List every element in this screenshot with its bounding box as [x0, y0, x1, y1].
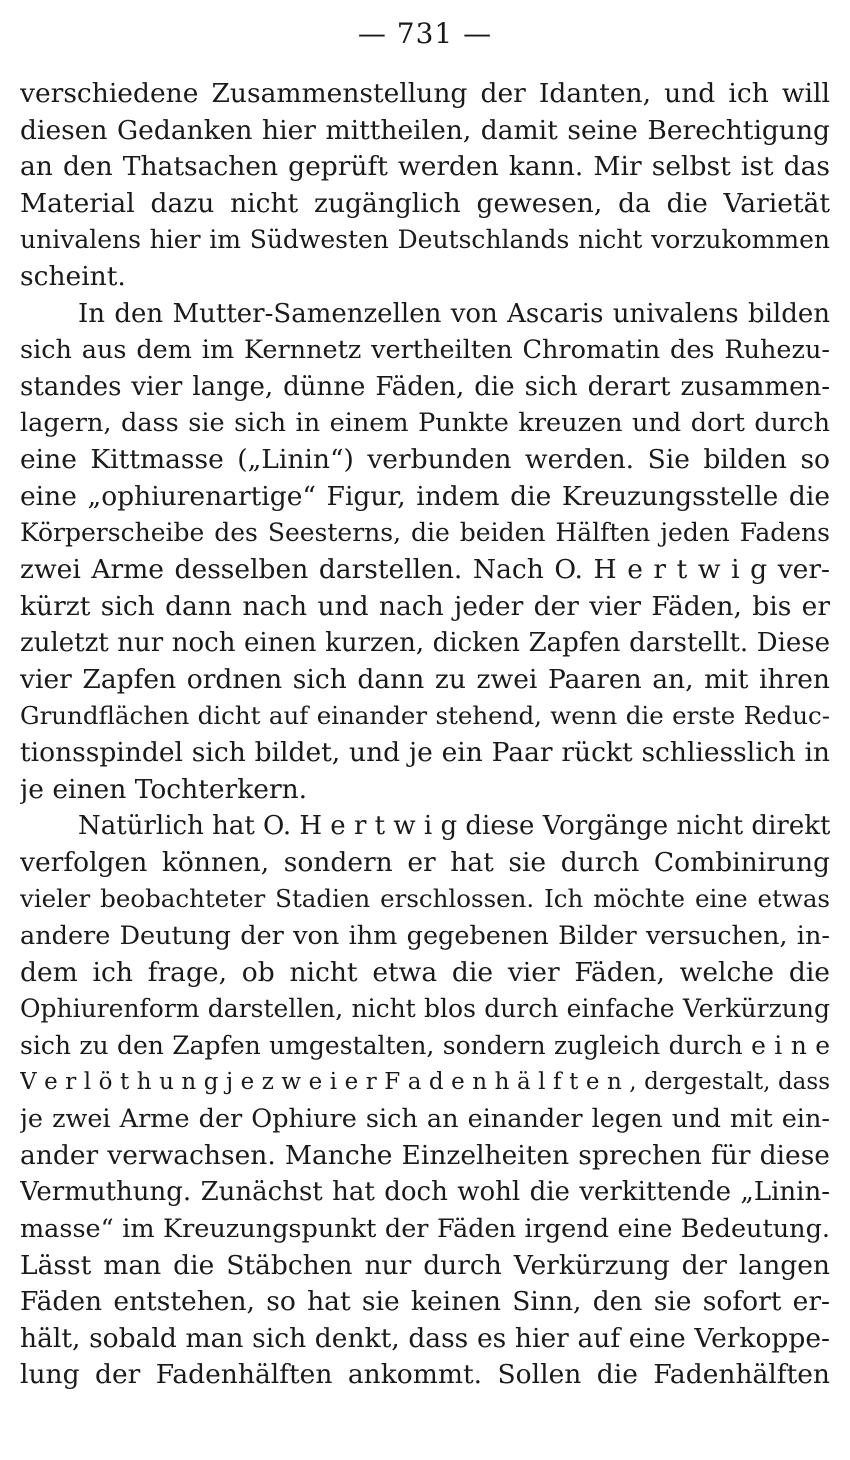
- text-line: Lässt man die Stäbchen nur durch Verkürzung der langen: [20, 1249, 830, 1281]
- text-line: an den Thatsachen geprüft werden kann. Mir selbst ist das: [20, 151, 830, 183]
- text-line: lung der Fadenhälften ankommt. Sollen die Fadenhälften: [20, 1359, 830, 1391]
- text-line: Fäden entstehen, so hat sie keinen Sinn, den sie sofort er-: [20, 1286, 830, 1318]
- text-line: Material dazu nicht zugänglich gewesen, da die Varietät: [20, 187, 830, 219]
- text-line: eine „ophiurenartige“ Figur, indem die Kreuzungsstelle die: [20, 480, 830, 512]
- body-text: [20, 76, 830, 1394]
- text-line: Vermuthung. Zunächst hat doch wohl die verkittende „Linin-: [20, 1177, 830, 1208]
- text-line: vier Zapfen ordnen sich dann zu zwei Paaren an, mit ihren: [20, 663, 830, 695]
- text-line: andere Deutung der von ihm gegebenen Bilder versuchen, in-: [20, 921, 830, 952]
- text-line: dem ich frage, ob nicht etwa die vier Fäden, welche die: [20, 956, 830, 988]
- text-line: sich zu den Zapfen umgestalten, sondern zugleich durch e i n e: [20, 1030, 830, 1060]
- text-line: verschiedene Zusammenstellung der Idanten, und ich will: [20, 78, 830, 109]
- text-line: vieler beobachteter Stadien erschlossen. Ich möchte eine etwas: [20, 884, 830, 914]
- text-line: Natürlich hat O. H e r t w i g diese Vorgänge nicht direkt: [78, 811, 830, 842]
- text-line: hält, sobald man sich denkt, dass es hier auf eine Verkoppe-: [20, 1322, 830, 1354]
- text-line: sich aus dem im Kernnetz vertheilten Chromatin des Ruhezu-: [20, 335, 830, 366]
- text-line: In den Mutter-Samenzellen von Ascaris univalens bilden: [78, 298, 830, 329]
- text-line: scheint.: [20, 261, 126, 293]
- text-line: univalens hier im Südwesten Deutschlands nicht vorzukommen: [20, 225, 830, 255]
- text-line: tionsspindel sich bildet, und je ein Paar rückt schliesslich in: [20, 736, 830, 768]
- text-line: kürzt sich dann nach und nach jeder der vier Fäden, bis er: [20, 590, 830, 622]
- text-line: eine Kittmasse („Linin“) verbunden werden. Sie bilden so: [20, 444, 830, 476]
- text-line: diesen Gedanken hier mittheilen, damit seine Berechtigung: [20, 114, 830, 146]
- text-line: verfolgen können, sondern er hat sie durch Combinirung: [20, 846, 830, 878]
- text-line: Körperscheibe des Seesterns, die beiden Hälften jeden Fadens: [20, 518, 830, 548]
- text-line: Ophiurenform darstellen, nicht blos durch einfache Verkürzung: [20, 994, 830, 1024]
- text-line: V e r l ö t h u n g j e z w e i e r F a d e n h ä l f t e n , dergestalt, dass: [20, 1069, 830, 1096]
- text-line: standes vier lange, dünne Fäden, die sich derart zusammen-: [20, 371, 830, 402]
- text-line: masse“ im Kreuzungspunkt der Fäden irgend eine Bedeutung.: [20, 1213, 830, 1244]
- text-line: Grundflächen dicht auf einander stehend, wenn die erste Reduc-: [20, 701, 830, 731]
- page-number: — 731 —: [357, 17, 493, 50]
- text-line: ander verwachsen. Manche Einzelheiten sprechen für diese: [20, 1139, 830, 1171]
- text-line: lagern, dass sie sich in einem Punkte kreuzen und dort durch: [20, 408, 830, 439]
- text-line: zuletzt nur noch einen kurzen, dicken Zapfen darstellt. Diese: [20, 628, 830, 659]
- text-line: zwei Arme desselben darstellen. Nach O. H e r t w i g ver-: [20, 553, 830, 585]
- text-line: je einen Tochterkern.: [20, 773, 308, 805]
- text-line: je zwei Arme der Ophiure sich an einander legen und mit ein-: [20, 1104, 830, 1135]
